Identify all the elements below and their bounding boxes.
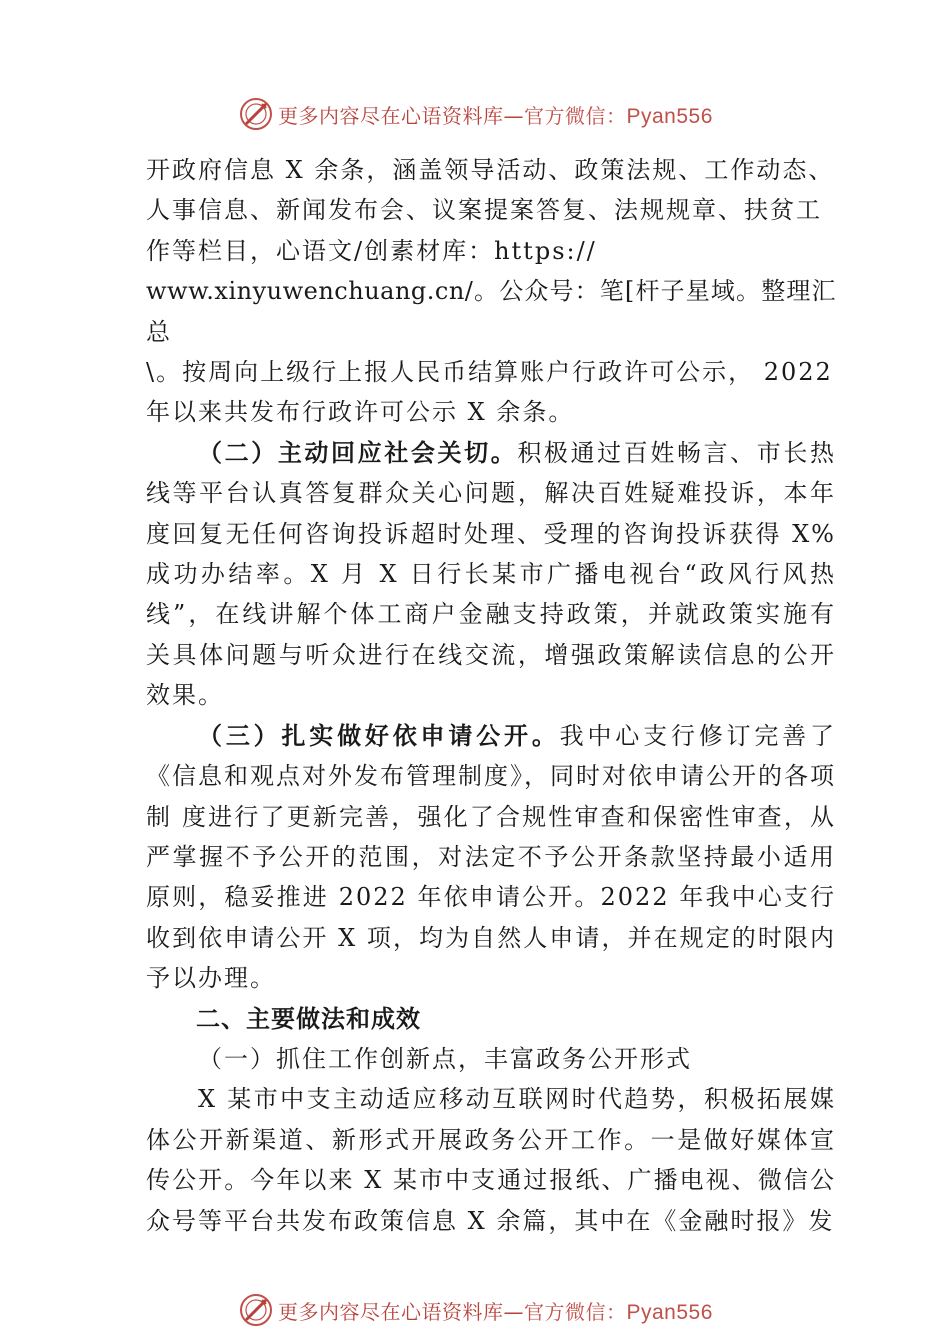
- p1-line-2: 人事信息、新闻发布会、议案提案答复、法规规章、扶贫工: [146, 196, 822, 225]
- paragraph-4: X 某市中支主动适应移动互联网时代趋势，积极拓展媒体公开新渠道、新形式开展政务公开工作。一是做好媒体宣传公开。今年以来 X 某市中支通过报纸、广播电视、微信公众号等平台共发布政策信息 X 余篇，其中在《金融时报》发: [146, 1085, 836, 1235]
- p1-line-4: www.xinyuwenchuang.cn/。公众号：笔[杆子星域。整理汇总: [146, 277, 836, 346]
- banner-text: [278, 100, 713, 129]
- banner-prefix: 更多内容尽在心语资料库—: [278, 1299, 524, 1324]
- banner-wechat-label: 官方微信：: [524, 1299, 627, 1324]
- p1-line-5: \。按周向上级行上报人民币结算账户行政许可公示， 2022: [146, 358, 833, 387]
- banner-wechat-id: Pyan556: [626, 104, 713, 128]
- p1-line-1: 开政府信息 X 余条，涵盖领导活动、政策法规、工作动态、: [146, 156, 835, 184]
- paragraph-3: [146, 716, 836, 999]
- banner-prefix: 更多内容尽在心语资料库—: [278, 103, 524, 128]
- brand-logo-icon: [238, 96, 274, 132]
- document-body: [146, 150, 846, 1241]
- banner-wechat-label: 官方微信：: [524, 103, 627, 128]
- p3-heading: （三）扎实做好依申请公开。: [198, 720, 560, 750]
- subsection-heading: （一）抓住工作创新点，丰富政务公开形式: [198, 1044, 692, 1073]
- banner-wechat-id: Pyan556: [626, 1300, 713, 1324]
- p2-text: 积极通过百姓畅言、市长热线等平台认真答复群众关心问题，解决百姓疑难投诉，本年度回复无任何咨询投诉超时处理、受理的咨询投诉获得 X% 成功办结率。X 月 X 日行长某市广播电视台“政风行风热线”，在线讲解个体工商户金融支持政策，并就政策实施有关具体问题与听众进行在线交流，增强政策解读信息的公开效果。: [146, 438, 846, 710]
- brand-logo-icon: [238, 1292, 274, 1328]
- paragraph-2: [146, 433, 846, 716]
- p1-line-6: 年以来共发布行政许可公示 X 余条。: [146, 398, 575, 427]
- header-banner: [238, 94, 738, 134]
- p2-heading: （二）主动回应社会关切。: [198, 437, 518, 467]
- banner-text: [278, 1296, 713, 1325]
- paragraph-1: [146, 150, 836, 433]
- footer-banner: [238, 1290, 738, 1330]
- section-heading: 二、主要做法和成效: [196, 1004, 421, 1033]
- p3-text: 我中心支行修订完善了《信息和观点对外发布管理制度》，同时对依申请公开的各项制 度进行了更新完善，强化了合规性审查和保密性审查，从严掌握不予公开的范围，对法定不予公开条款坚持最小适用原则，稳妥推进 2022 年依申请公开。2022 年我中心支行收到依申请公开 X 项，均为自然人申请，并在规定的时限内予以办理。: [146, 721, 837, 993]
- p1-line-3: 作等栏目，心语文/创素材库：https://: [146, 236, 597, 265]
